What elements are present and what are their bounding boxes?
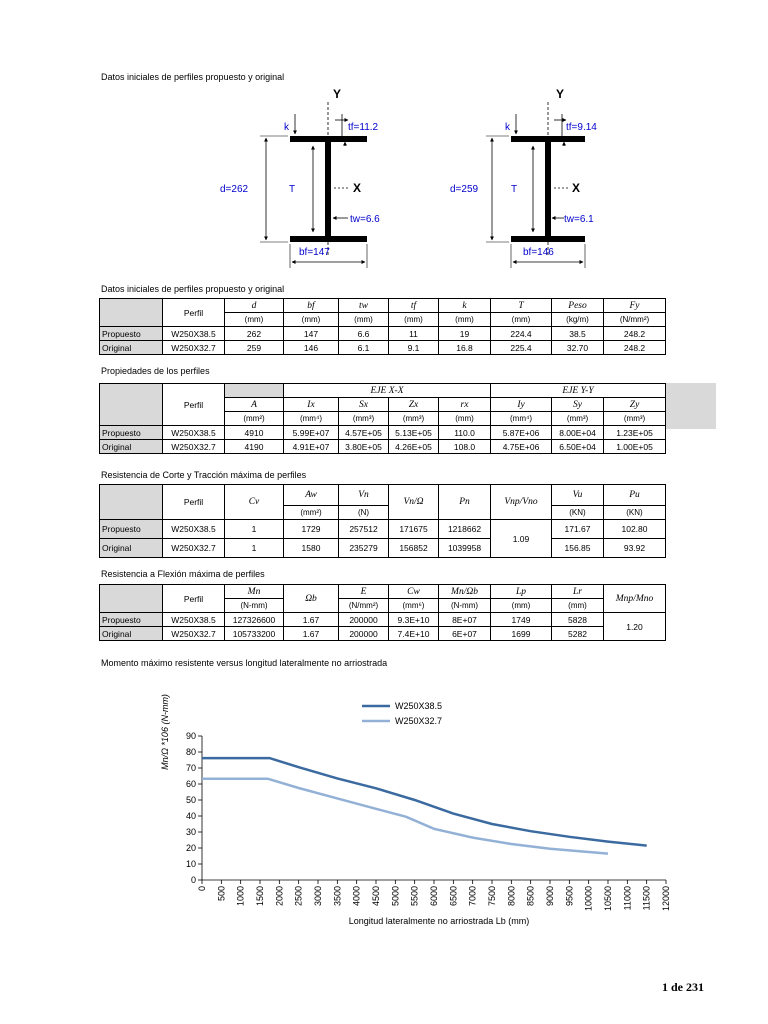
- x-axis-label: X: [572, 181, 581, 195]
- x-tick-label: 6500: [448, 886, 459, 907]
- y-tick-label: 20: [185, 843, 196, 853]
- y-axis-label: Y: [555, 87, 565, 101]
- top-flange: [511, 136, 585, 142]
- table-properties: Perfil EJE X-X EJE Y-Y A Ix Sx Zx rx Iy Sy Zy (mm²) (mm⁴) (mm³) (mm³) (mm) (mm⁴) (mm³) (mm³) Propuesto W250X38.5 4910 5.99E+07 4.57E+05 5.13E+05 110.0 5.87E+06 8.00E+04 1.23E+05 Original W250X32.7 4190 4.91E+07 3.80E+05 4.26E+05 108.0 4.75E+06 6.50E+04 1.00E+05: [99, 383, 666, 454]
- series-line-2: [202, 779, 608, 854]
- i-beam-diagram-proposed: [200, 84, 400, 274]
- x-tick-label: 9000: [545, 886, 555, 907]
- y-tick-label: 70: [185, 763, 196, 773]
- flexion-ratio: 1.20: [604, 613, 666, 641]
- table-row: Original W250X32.7 105733200 1.67 200000 7.4E+10 6E+07 1699 5282: [100, 627, 666, 641]
- table-shear: Perfil Cv Aw Vn Vn/Ω Pn Vnp/Vno Vu Pu (mm²) (N) (KN) (KN) Propuesto W250X38.5 1 1729 257512 171675 1218662 1.09 171.67 102.80 Original W250X32.7 1 1580 235279 156852 1039958 156.85 93.92: [99, 484, 666, 558]
- web: [325, 142, 331, 236]
- y-tick-label: 50: [185, 795, 196, 805]
- tf-label: tf=11.2: [348, 122, 379, 133]
- bottom-flange: [511, 236, 585, 242]
- x-tick-label: 7000: [467, 886, 478, 907]
- y-tick-label: 30: [185, 827, 196, 837]
- i-beam-diagram-original: [421, 84, 621, 274]
- table-initial-data: Perfil d bf tw tf k T Peso Fy (mm) (mm) (mm) (mm) (mm) (mm) (kg/m) (N/mm²) Propuesto W250X38.5 262 147 6.6 11 19 224.4 38.5 248.2 Original W250X32.7 259 146 6.1 9.1 16.8 225.4 32.70 248.2: [99, 298, 666, 355]
- table-flexion: Perfil Mn Ωb E Cw Mn/Ωb Lp Lr Mnp/Mno (N-mm) (N/mm²) (mm⁶) (N-mm) (mm) (mm) Propuesto W250X38.5 127326600 1.67 200000 9.3E+10 8E+07 1749 5828 1.20 Original W250X32.7 105733200 1.67 200000 7.4E+10 6E+07 1699 5282: [99, 584, 666, 641]
- y-tick-label: 80: [185, 747, 196, 757]
- x-tick-label: 10500: [603, 886, 613, 912]
- table-row: Propuesto W250X38.5 127326600 1.67 200000 9.3E+10 8E+07 1749 5828 1.20: [100, 613, 666, 627]
- chart-x-label: Longitud lateralmente no arriostrada Lb (mm): [348, 916, 530, 926]
- bf-label: bf=146: [523, 247, 554, 258]
- bottom-flange: [290, 236, 367, 242]
- shear-ratio: 1.09: [491, 520, 552, 558]
- section-title-flexion: Resistencia a Flexión máxima de perfiles: [101, 569, 265, 579]
- x-tick-label: 11000: [622, 886, 633, 911]
- table-row: Propuesto W250X38.5 1 1729 257512 171675 1218662 1.09 171.67 102.80: [100, 520, 666, 539]
- legend-label-2: W250X32.7: [395, 716, 443, 726]
- x-tick-label: 11500: [641, 886, 652, 911]
- bf-label: bf=147: [299, 247, 330, 258]
- x-tick-label: 3500: [332, 886, 343, 907]
- x-tick-label: 5000: [390, 886, 401, 907]
- section-title-initial-table: Datos iniciales de perfiles propuesto y original: [101, 284, 285, 294]
- d-label: d=262: [220, 184, 249, 195]
- d-label: d=259: [450, 184, 479, 195]
- tf-label: tf=9.14: [566, 122, 597, 133]
- y-tick-label: 40: [185, 811, 196, 821]
- gray-side-box: [665, 383, 716, 429]
- section-title-initial-diagrams: Datos iniciales de perfiles propuesto y original: [101, 72, 285, 82]
- y-tick-label: 60: [185, 779, 196, 789]
- page-number: 1 de 231: [662, 980, 704, 994]
- x-tick-label: 500: [216, 886, 227, 902]
- x-tick-label: 2500: [293, 886, 304, 907]
- k-label: k: [505, 122, 510, 133]
- x-axis-label: X: [353, 181, 362, 195]
- x-tick-label: 5500: [409, 886, 420, 907]
- x-tick-label: 3000: [313, 886, 323, 907]
- x-tick-label: 2000: [274, 886, 285, 907]
- x-tick-label: 0: [197, 886, 207, 892]
- tw-label: tw=6.1: [564, 214, 594, 225]
- k-label: k: [284, 122, 289, 133]
- T-label: T: [289, 184, 296, 195]
- table-row: Original W250X32.7 4190 4.91E+07 3.80E+05 4.26E+05 108.0 4.75E+06 6.50E+04 1.00E+05: [100, 440, 666, 454]
- x-tick-label: 4500: [371, 886, 381, 907]
- x-tick-label: 4000: [351, 886, 362, 907]
- section-title-properties: Propiedades de los perfiles: [101, 366, 210, 376]
- series-line-1: [202, 758, 647, 846]
- x-tick-label: 1000: [235, 886, 246, 907]
- x-tick-label: 9500: [564, 886, 575, 907]
- table-row: Original W250X32.7 259 146 6.1 9.1 16.8 225.4 32.70 248.2: [100, 341, 666, 355]
- y-tick-label: 90: [185, 731, 196, 741]
- y-tick-label: 10: [185, 859, 196, 869]
- section-title-shear: Resistencia de Corte y Tracción máxima de perfiles: [101, 470, 307, 480]
- T-label: T: [511, 184, 518, 195]
- x-tick-label: 1500: [255, 886, 265, 907]
- x-tick-label: 7500: [487, 886, 497, 907]
- x-tick-label: 12000: [661, 886, 671, 912]
- x-tick-label: 8000: [506, 886, 517, 907]
- table-row: Propuesto W250X38.5 262 147 6.6 11 19 224.4 38.5 248.2: [100, 327, 666, 341]
- table-row: Original W250X32.7 1 1580 235279 156852 1039958 156.85 93.92: [100, 539, 666, 558]
- section-title-chart: Momento máximo resistente versus longitud lateralmente no arriostrada: [101, 658, 388, 668]
- legend-label-1: W250X38.5: [395, 701, 443, 711]
- moment-chart: [150, 672, 680, 928]
- x-tick-label: 6000: [429, 886, 439, 907]
- chart-y-label: Mn/Ω *106 (N-mm): [160, 694, 170, 770]
- top-flange: [290, 136, 367, 142]
- y-tick-label: 0: [190, 875, 196, 885]
- web: [545, 142, 551, 236]
- x-tick-label: 10000: [583, 886, 594, 912]
- y-axis-label: Y: [332, 87, 342, 101]
- table-row: Propuesto W250X38.5 4910 5.99E+07 4.57E+05 5.13E+05 110.0 5.87E+06 8.00E+04 1.23E+05: [100, 426, 666, 440]
- x-tick-label: 8500: [525, 886, 536, 907]
- tw-label: tw=6.6: [350, 214, 380, 225]
